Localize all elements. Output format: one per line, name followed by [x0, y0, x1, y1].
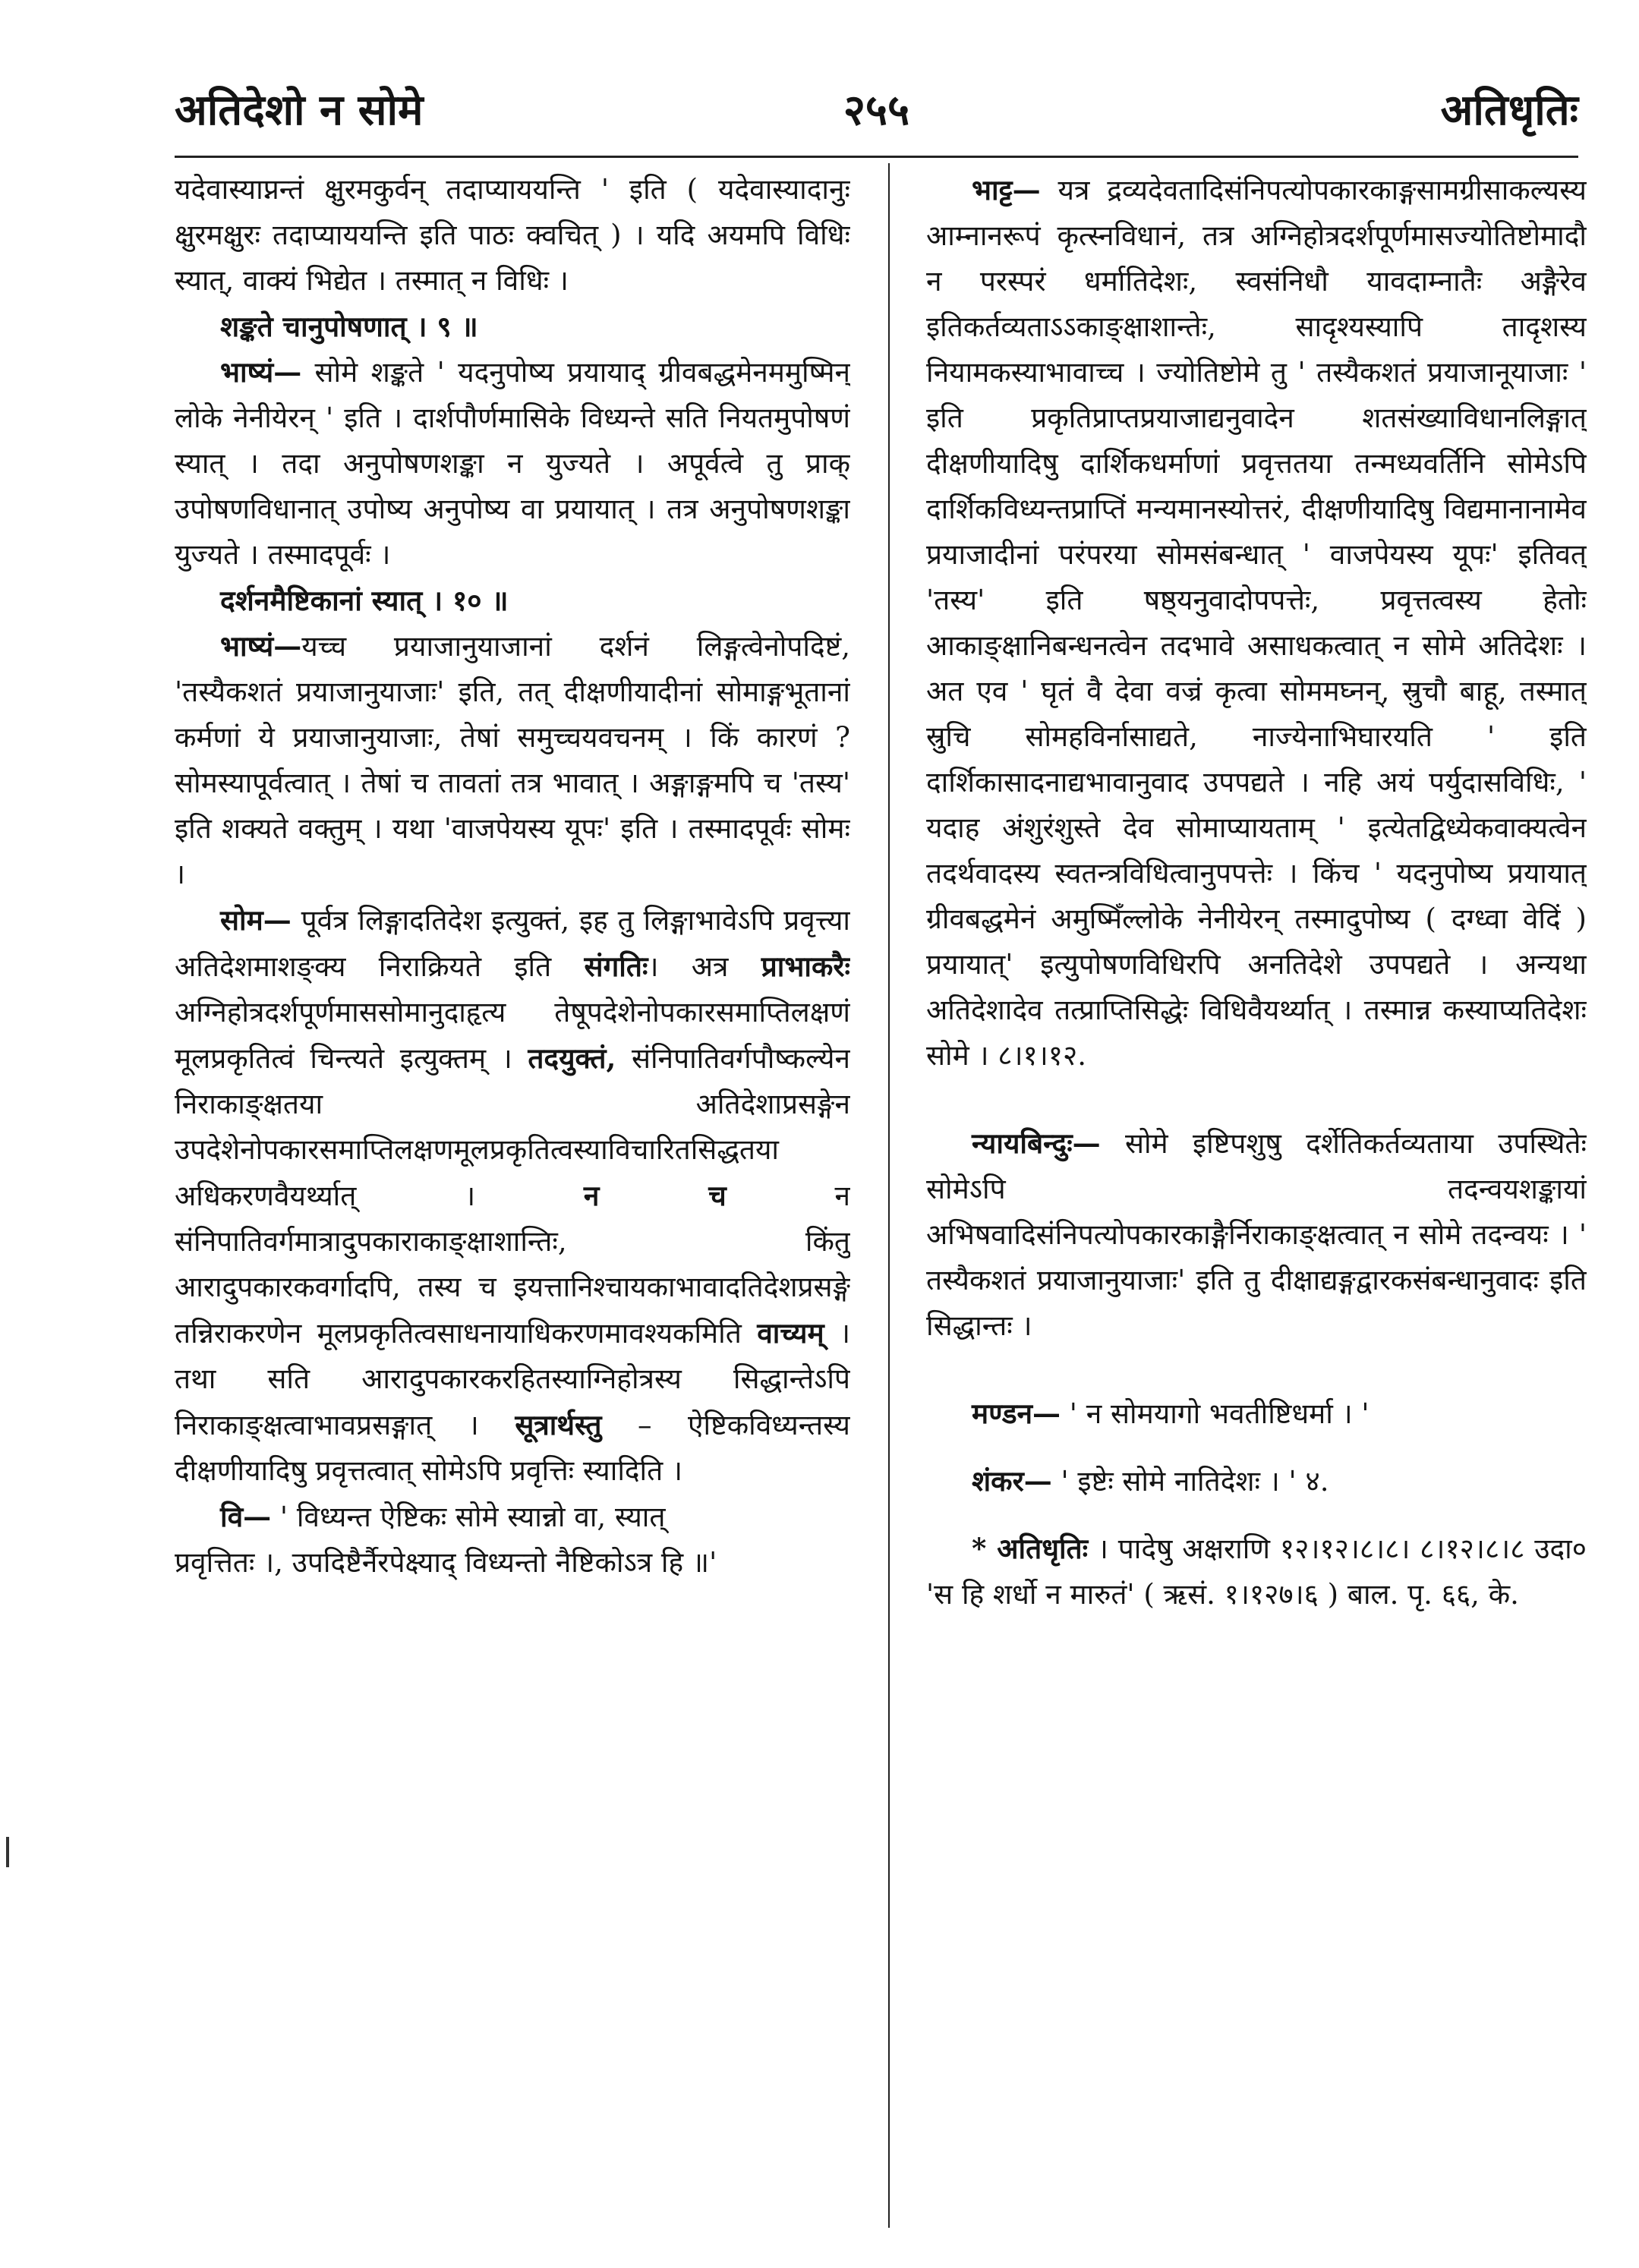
- soma-text: पूर्वत्र लिङ्गादतिदेश इत्युक्तं, इह तु लिङ्गाभावेऽपि प्रवृत्त्या अतिदेशमाशङ्क्य निराक्रियते इति: [175, 904, 850, 983]
- mandana-label: मण्डन—: [972, 1397, 1061, 1430]
- bhatta-commentary: [926, 167, 1587, 1079]
- sutra-9: शङ्कते चानुपोषणात् । ९ ॥: [220, 310, 478, 343]
- vi-verse-line1: [175, 1494, 850, 1540]
- shankara-label: शंकर—: [972, 1464, 1052, 1498]
- soma-text: अग्निहोत्रदर्शपूर्णमाससोमानुदाहृत्य तेषूपदेशेनोपकारसमाप्तिलक्षणं मूलप्रकृतित्वं चिन्त्यते इत्युक्तम् ।: [175, 996, 850, 1075]
- footnote-text: । पादेषु अक्षराणि १२।१२।८।८। ८।१२।८।८ उदा० 'स हि शर्धो न मारुतं' ( ऋसं. १।१२७।६ ) बाल. पृ. ६६, के.: [926, 1532, 1587, 1611]
- footnote-label: * अतिधृतिः: [972, 1532, 1089, 1565]
- soma-text: – ऐष्टिकविध्यन्तस्य दीक्षणीयादिषु प्रवृत्तत्वात् सोमेऽपि प्रवृत्तिः स्यादिति ।: [175, 1409, 850, 1487]
- mandana-text: ' न सोमयागो भवतीष्टिधर्मा । ': [1061, 1397, 1370, 1430]
- soma-text: । तथा सति आरादुपकारकरहितस्याग्निहोत्रस्य सिद्धान्तेऽपि निराकाङ्क्षत्वाभावप्रसङ्गात् ।: [175, 1317, 850, 1441]
- vi-verse-line2: प्रवृत्तितः ।, उपदिष्टैर्नैरपेक्ष्याद् विध्यन्तो नैष्टिकोऽत्र हि ॥': [175, 1546, 717, 1579]
- page-number: २५५: [843, 86, 910, 135]
- soma-text: न संनिपातिवर्गमात्रादुपकाराकाङ्क्षाशान्तिः, किंतु आरादुपकारकवर्गादपि, तस्य च इयत्तानिश्चायकाभावादतिदेशप्रसङ्गे तन्निराकरणेन मूलप्रकृतित्वसाधनायाधिकरणमावश्यकमिति: [175, 1180, 850, 1350]
- vi-label: वि—: [220, 1500, 272, 1533]
- na-cha-term: न च: [583, 1179, 727, 1212]
- mandana-quote: [926, 1391, 1587, 1437]
- vachyam-term: वाच्यम्: [757, 1316, 824, 1350]
- header-rule: [175, 156, 1578, 158]
- soma-text: संनिपातिवर्गपौष्कल्येन निराकाङ्क्षतया अतिदेशाप्रसङ्गेन उपदेशेनोपकारसमाप्तिलक्षणमूलप्रकृतित्वस्याविचारितसिद्धतया अधिकरणवैयर्थ्यात् ।: [175, 1042, 850, 1212]
- bhashya-text: यच्च प्रयाजानुयाजानां दर्शनं लिङ्गत्वेनोपदिष्टं, 'तस्यैकशतं प्रयाजानुयाजाः' इति, तत् दीक्षणीयादीनां सोमाङ्गभूतानां कर्मणां ये प्रयाजानुयाजाः, तेषां समुच्चयवचनम् । किं कारणं ? सोमस्यापूर्वत्वात् । तेषां च तावतां तत्र भावात् । अङ्गाङ्गमपि च 'तस्य' इति शक्यते वक्तुम् । यथा 'वाजपेयस्य यूपः' इति । तस्मादपूर्वः सोमः ।: [175, 630, 850, 890]
- nyaya-label: न्यायबिन्दुः—: [972, 1126, 1101, 1160]
- nyaya-bindu: [926, 1120, 1587, 1349]
- sutra-10: दर्शनमैष्टिकानां स्यात् । १० ॥: [220, 584, 509, 617]
- bhashya-label: भाष्यं—: [220, 355, 302, 389]
- page-header: [175, 80, 1578, 148]
- sangati-term: संगतिः: [584, 950, 648, 983]
- bhashya-9: [175, 349, 850, 578]
- prabhakara-term: प्राभाकरैः: [761, 950, 850, 983]
- right-column: [926, 167, 1587, 2232]
- paragraph-intro: यदेवास्याप्नन्तं क्षुरमकुर्वन् तदाप्याययन्ति ' इति ( यदेवास्यादानुः क्षुरमक्षुरः तदाप्याययन्ति इति पाठः क्वचित् ) । यदि अयमपि विधिः स्यात्, वाक्यं भिद्येत । तस्मात् न विधिः ।: [175, 173, 850, 297]
- shankara-quote: [926, 1458, 1587, 1504]
- vi-text: ' विध्यन्त ऐष्टिकः सोमे स्यान्नो वा, स्यात्: [271, 1501, 666, 1533]
- bhatta-label: भाट्ट—: [972, 173, 1041, 206]
- tadayuktam-term: तदयुक्तं,: [528, 1041, 616, 1075]
- shankara-text: ' इष्टेः सोमे नातिदेशः । ' ४.: [1051, 1465, 1329, 1498]
- column-divider: [888, 163, 890, 2228]
- soma-commentary: [175, 897, 850, 1494]
- bhashya-text: सोमे शङ्कते ' यदनुपोष्य प्रयायाद् ग्रीवबद्धमेनममुष्मिन् लोके नेनीयेरन् ' इति । दार्शपौर्णमासिके विध्यन्ते सति नियतमुपोषणं स्यात् । तदा अनुपोषणशङ्का न युज्यते । अपूर्वत्वे तु प्राक् उपोषणविधानात् उपोष्य अनुपोष्य वा प्रयायात् । तत्र अनुपोषणशङ्का युज्यते । तस्मादपूर्वः ।: [175, 356, 850, 571]
- soma-label: सोम—: [220, 903, 292, 937]
- left-column: [175, 167, 850, 2232]
- bhashya-10: [175, 623, 850, 897]
- running-title-left: अतिदेशो न सोमे: [175, 86, 424, 135]
- footnote-atidhriti: [926, 1526, 1587, 1618]
- sutrarthas-term: सूत्रार्थस्तु: [515, 1408, 602, 1441]
- running-title-right: अतिधृतिः: [1440, 86, 1578, 135]
- nyaya-text: सोमे इष्टिपशुषु दर्शेतिकर्तव्यताया उपस्थितेः सोमेऽपि तदन्वयशङ्कायां अभिषवादिसंनिपत्योपकारकाङ्गैर्निराकाङ्क्षत्वात् न सोमे तदन्वयः । ' तस्यैकशतं प्रयाजानुयाजाः' इति तु दीक्षाद्यङ्गद्वारकसंबन्धानुवादः इति सिद्धान्तः ।: [926, 1127, 1587, 1342]
- soma-text: । अत्र: [648, 950, 761, 983]
- scan-edge-mark: [6, 1837, 9, 1867]
- bhatta-text: यत्र द्रव्यदेवतादिसंनिपत्योपकारकाङ्गसामग्रीसाकल्यस्य आम्नानरूपं कृत्स्नविधानं, तत्र अग्निहोत्रदर्शपूर्णमासज्योतिष्टोमादौ न परस्परं धर्मातिदेशः, स्वसंनिधौ यावदाम्नातैः अङ्गैरेव इतिकर्तव्यताऽऽकाङ्क्षाशान्तेः, सादृश्यस्यापि तादृशस्य नियामकस्याभावाच्च । ज्योतिष्टोमे तु ' तस्यैकशतं प्रयाजानूयाजाः ' इति प्रकृतिप्राप्तप्रयाजाद्यनुवादेन शतसंख्याविधानलिङ्गात् दीक्षणीयादिषु दार्शिकधर्माणां प्रवृत्ततया तन्मध्यवर्तिनि सोमेऽपि दार्शिकविध्यन्तप्राप्तिं मन्यमानस्योत्तरं, दीक्षणीयादिषु विद्यमानानामेव प्रयाजादीनां परंपरया सोमसंबन्धात् ' वाजपेयस्य यूपः' इतिवत् 'तस्य' इति षष्ठ्यनुवादोपपत्तेः, प्रवृत्तत्वस्य हेतोः आकाङ्क्षानिबन्धनत्वेन तदभावे असाधकत्वात् न सोमे अतिदेशः । अत एव ' घृतं वै देवा वज्रं कृत्वा सोममघ्नन्, स्रुचौ बाहू, तस्मात् स्रुचि सोमहविर्नासाद्यते, नाज्येनाभिघारयति ' इति दार्शिकासादनाद्यभावानुवाद उपपद्यते । नहि अयं पर्युदासविधिः, ' यदाह अंशुरंशुस्ते देव सोमाप्यायताम् ' इत्येतद्विध्येकवाक्यत्वेन तदर्थवादस्य स्वतन्त्रविधित्वानुपपत्तेः । किंच ' यदनुपोष्य प्रयायात् ग्रीवबद्धमेनं अमुष्मिँल्लोके नेनीयेरन् तस्मादुपोष्य ( दग्ध्वा वेदिं ) प्रयायात्' इत्युपोषणविधिरपि अनतिदेशे उपपद्यते । अन्यथा अतिदेशादेव तत्प्राप्तिसिद्धेः विधिवैयर्थ्यात् । तस्मान्न कस्याप्यतिदेशः सोमे । ८।१।१२.: [926, 174, 1587, 1072]
- bhashya-label: भाष्यं—: [220, 629, 302, 663]
